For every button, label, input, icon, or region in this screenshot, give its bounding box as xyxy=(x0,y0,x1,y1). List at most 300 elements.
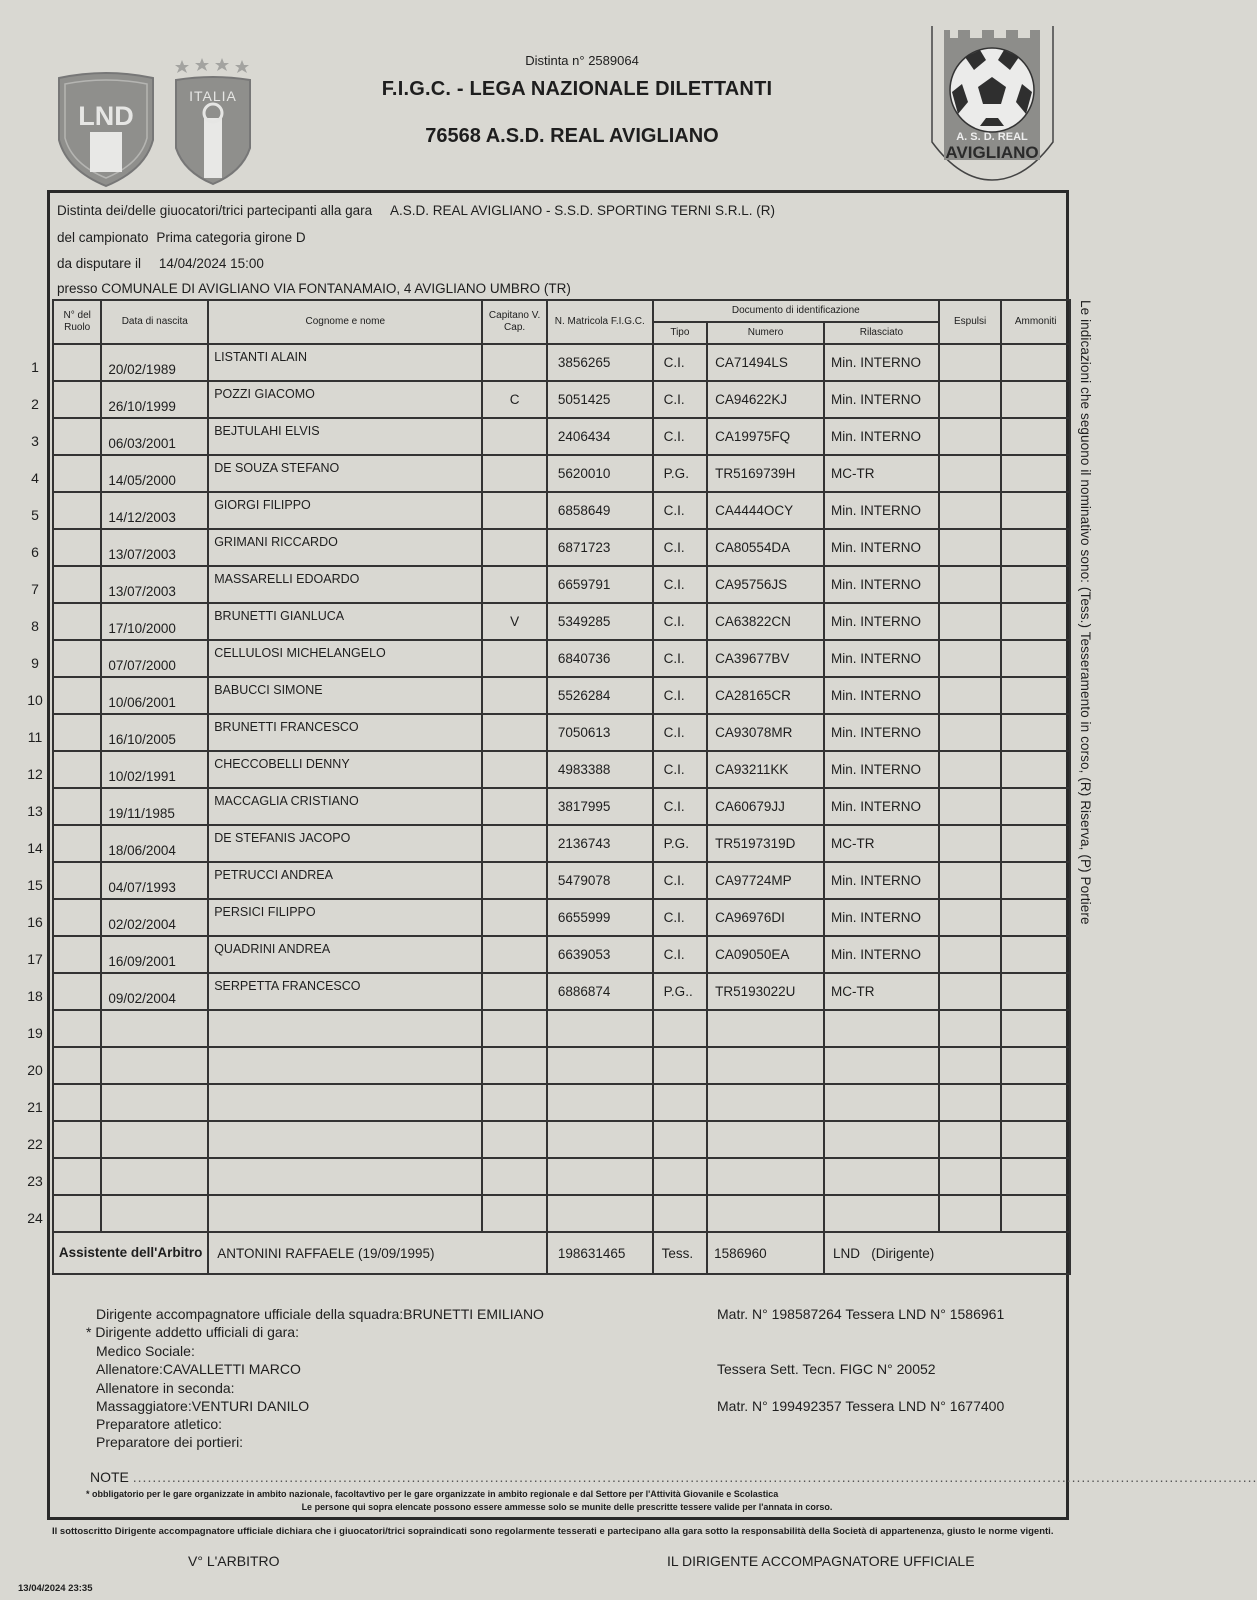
cell-ruolo xyxy=(53,973,101,1010)
cell-capitano xyxy=(482,677,547,714)
cell-capitano xyxy=(482,1158,547,1195)
player-row xyxy=(53,492,1070,529)
cell-nascita: 14/12/2003 xyxy=(101,492,208,529)
cell-espulsi xyxy=(939,714,1001,751)
cell-nascita: 16/09/2001 xyxy=(101,936,208,973)
player-row xyxy=(53,751,1070,788)
player-row xyxy=(53,1047,1070,1084)
gara-value: A.S.D. REAL AVIGLIANO - S.S.D. SPORTING TERNI S.R.L. (R) xyxy=(389,203,776,218)
cell-numero: CA95756JS xyxy=(707,566,824,603)
cell-matricola xyxy=(547,1084,653,1121)
cell-nome xyxy=(208,1047,482,1084)
row-number: 16 xyxy=(27,914,43,930)
cell-capitano xyxy=(482,1121,547,1158)
row-number: 6 xyxy=(31,544,39,560)
header-ammoniti: Ammoniti xyxy=(1001,300,1070,344)
cell-matricola: 5051425 xyxy=(547,381,653,418)
cell-espulsi xyxy=(939,344,1001,381)
player-row xyxy=(53,973,1070,1010)
signature-dirigente: IL DIRIGENTE ACCOMPAGNATORE UFFICIALE xyxy=(667,1553,975,1569)
assistente-numero: 1586960 xyxy=(707,1232,824,1274)
cell-numero: TR5169739H xyxy=(707,455,824,492)
cell-matricola: 4983388 xyxy=(547,751,653,788)
cell-nascita: 18/06/2004 xyxy=(101,825,208,862)
cell-tipo: P.G. xyxy=(653,455,707,492)
cell-nascita xyxy=(101,1010,208,1047)
cell-nome: PERSICI FILIPPO xyxy=(208,899,482,936)
cell-nome xyxy=(208,1158,482,1195)
cell-nome xyxy=(208,1010,482,1047)
cell-numero: CA4444OCY xyxy=(707,492,824,529)
cell-espulsi xyxy=(939,973,1001,1010)
cell-capitano xyxy=(482,825,547,862)
cell-numero: TR5193022U xyxy=(707,973,824,1010)
cell-espulsi xyxy=(939,788,1001,825)
cell-matricola: 5349285 xyxy=(547,603,653,640)
cell-matricola xyxy=(547,1195,653,1232)
cell-ruolo xyxy=(53,455,101,492)
row-number: 8 xyxy=(31,618,39,634)
cell-ruolo xyxy=(53,1158,101,1195)
presso-value: COMUNALE DI AVIGLIANO VIA FONTANAMAIO, 4 AVIGLIANO UMBRO (TR) xyxy=(101,281,571,296)
cell-espulsi xyxy=(939,1121,1001,1158)
cell-rilasciato xyxy=(824,1047,939,1084)
note-line: NOTE ...................................................................................................................................................................................................................................... xyxy=(90,1469,1257,1485)
assistente-label: Assistente dell'Arbitro xyxy=(53,1232,208,1274)
header-matricola: N. Matricola F.I.G.C. xyxy=(547,300,653,344)
staff-dirigente-matricola: Matr. N° 198587264 Tessera LND N° 1586961 xyxy=(717,1306,1005,1322)
header-nome: Cognome e nome xyxy=(208,300,482,344)
cell-matricola: 6858649 xyxy=(547,492,653,529)
player-row xyxy=(53,1084,1070,1121)
cell-nascita: 06/03/2001 xyxy=(101,418,208,455)
signature-arbitro: V° L'ARBITRO xyxy=(188,1553,280,1569)
cell-espulsi xyxy=(939,566,1001,603)
cell-rilasciato: Min. INTERNO xyxy=(824,677,939,714)
cell-tipo: C.I. xyxy=(653,640,707,677)
cell-ammoniti xyxy=(1001,973,1070,1010)
cell-numero: CA93078MR xyxy=(707,714,824,751)
cell-nascita: 26/10/1999 xyxy=(101,381,208,418)
cell-matricola: 7050613 xyxy=(547,714,653,751)
players-table xyxy=(52,299,1071,1275)
header-numero: Numero xyxy=(707,322,824,344)
staff-preparatore-portieri: Preparatore dei portieri: xyxy=(96,1434,244,1450)
cell-rilasciato: Min. INTERNO xyxy=(824,862,939,899)
cell-rilasciato: Min. INTERNO xyxy=(824,899,939,936)
cell-capitano xyxy=(482,751,547,788)
cell-ruolo xyxy=(53,603,101,640)
cell-ruolo xyxy=(53,714,101,751)
cell-rilasciato: Min. INTERNO xyxy=(824,381,939,418)
cell-espulsi xyxy=(939,936,1001,973)
cell-matricola: 3856265 xyxy=(547,344,653,381)
cell-tipo: C.I. xyxy=(653,862,707,899)
cell-rilasciato: Min. INTERNO xyxy=(824,788,939,825)
campionato-value: Prima categoria girone D xyxy=(156,230,306,245)
header-espulsi: Espulsi xyxy=(939,300,1001,344)
cell-numero: CA93211KK xyxy=(707,751,824,788)
cell-ruolo xyxy=(53,825,101,862)
cell-matricola xyxy=(547,1047,653,1084)
cell-tipo: C.I. xyxy=(653,492,707,529)
cell-ammoniti xyxy=(1001,418,1070,455)
player-row xyxy=(53,862,1070,899)
cell-rilasciato: MC-TR xyxy=(824,973,939,1010)
player-row xyxy=(53,455,1070,492)
row-number: 5 xyxy=(31,507,39,523)
cell-tipo: C.I. xyxy=(653,381,707,418)
cell-ammoniti xyxy=(1001,1047,1070,1084)
cell-tipo: C.I. xyxy=(653,714,707,751)
cell-rilasciato: Min. INTERNO xyxy=(824,492,939,529)
cell-ammoniti xyxy=(1001,825,1070,862)
player-row xyxy=(53,936,1070,973)
cell-tipo xyxy=(653,1010,707,1047)
cell-rilasciato: MC-TR xyxy=(824,825,939,862)
cell-nome: DE STEFANIS JACOPO xyxy=(208,825,482,862)
cell-tipo: C.I. xyxy=(653,788,707,825)
cell-nascita xyxy=(101,1195,208,1232)
header-documento: Documento di identificazione xyxy=(653,300,939,322)
cell-espulsi xyxy=(939,640,1001,677)
cell-nome: LISTANTI ALAIN xyxy=(208,344,482,381)
cell-numero: CA96976DI xyxy=(707,899,824,936)
note-obbligatorio: * obbligatorio per le gare organizzate in ambito nazionale, facoltavtivo per le gare organizzate in ambito regionale e dal Settore per l'Attività Giovanile e Scolastica xyxy=(86,1489,779,1499)
player-row xyxy=(53,1158,1070,1195)
cell-nome: DE SOUZA STEFANO xyxy=(208,455,482,492)
cell-tipo xyxy=(653,1047,707,1084)
cell-numero: CA94622KJ xyxy=(707,381,824,418)
assistente-row xyxy=(53,1232,1070,1274)
cell-capitano xyxy=(482,492,547,529)
cell-nome: SERPETTA FRANCESCO xyxy=(208,973,482,1010)
cell-espulsi xyxy=(939,603,1001,640)
header-rilasciato: Rilasciato xyxy=(824,322,939,344)
staff-medico: Medico Sociale: xyxy=(96,1343,195,1359)
cell-tipo: C.I. xyxy=(653,529,707,566)
row-number: 24 xyxy=(27,1210,43,1226)
info-presso xyxy=(57,281,571,296)
cell-nascita: 07/07/2000 xyxy=(101,640,208,677)
cell-capitano xyxy=(482,640,547,677)
info-gara xyxy=(57,203,775,218)
row-number: 1 xyxy=(31,359,39,375)
cell-ammoniti xyxy=(1001,936,1070,973)
gara-label: Distinta dei/delle giuocatori/trici partecipanti alla gara xyxy=(57,203,373,218)
cell-capitano: C xyxy=(482,381,547,418)
cell-matricola: 6655999 xyxy=(547,899,653,936)
cell-rilasciato: Min. INTERNO xyxy=(824,344,939,381)
cell-tipo: C.I. xyxy=(653,344,707,381)
cell-rilasciato: MC-TR xyxy=(824,455,939,492)
lnd-logo-text: LND xyxy=(78,101,134,131)
player-row xyxy=(53,381,1070,418)
club-logo-line2: AVIGLIANO xyxy=(945,143,1039,162)
cell-espulsi xyxy=(939,677,1001,714)
cell-nascita xyxy=(101,1121,208,1158)
staff-addetto: * Dirigente addetto ufficiali di gara: xyxy=(86,1324,299,1340)
data-value: 14/04/2024 15:00 xyxy=(158,256,264,271)
cell-tipo: C.I. xyxy=(653,418,707,455)
cell-numero xyxy=(707,1010,824,1047)
cell-matricola: 2136743 xyxy=(547,825,653,862)
player-row xyxy=(53,899,1070,936)
note-label: NOTE xyxy=(90,1469,129,1485)
cell-nome: BABUCCI SIMONE xyxy=(208,677,482,714)
cell-nome xyxy=(208,1195,482,1232)
cell-rilasciato: Min. INTERNO xyxy=(824,714,939,751)
cell-rilasciato: Min. INTERNO xyxy=(824,751,939,788)
cell-nascita: 13/07/2003 xyxy=(101,529,208,566)
cell-espulsi xyxy=(939,529,1001,566)
row-number: 17 xyxy=(27,951,43,967)
cell-numero xyxy=(707,1195,824,1232)
cell-nascita: 17/10/2000 xyxy=(101,603,208,640)
cell-rilasciato xyxy=(824,1121,939,1158)
cell-rilasciato xyxy=(824,1195,939,1232)
player-row xyxy=(53,1195,1070,1232)
info-campionato xyxy=(57,230,306,245)
players-table-body xyxy=(53,344,1070,1232)
player-row xyxy=(53,418,1070,455)
cell-numero: CA60679JJ xyxy=(707,788,824,825)
cell-matricola: 6886874 xyxy=(547,973,653,1010)
cell-ruolo xyxy=(53,492,101,529)
cell-nascita: 14/05/2000 xyxy=(101,455,208,492)
cell-espulsi xyxy=(939,492,1001,529)
cell-capitano xyxy=(482,788,547,825)
row-number: 13 xyxy=(27,803,43,819)
cell-rilasciato: Min. INTERNO xyxy=(824,936,939,973)
cell-nome: QUADRINI ANDREA xyxy=(208,936,482,973)
cell-ammoniti xyxy=(1001,566,1070,603)
cell-ammoniti xyxy=(1001,751,1070,788)
cell-ammoniti xyxy=(1001,344,1070,381)
cell-ammoniti xyxy=(1001,381,1070,418)
data-label: da disputare il xyxy=(57,256,142,271)
cell-nome: MASSARELLI EDOARDO xyxy=(208,566,482,603)
cell-ruolo xyxy=(53,344,101,381)
cell-capitano xyxy=(482,862,547,899)
cell-rilasciato: Min. INTERNO xyxy=(824,640,939,677)
cell-espulsi xyxy=(939,1084,1001,1121)
player-row xyxy=(53,1121,1070,1158)
header-capitano: Capitano V. Cap. xyxy=(482,300,547,344)
cell-rilasciato xyxy=(824,1084,939,1121)
cell-matricola: 6659791 xyxy=(547,566,653,603)
cell-matricola: 6840736 xyxy=(547,640,653,677)
cell-ammoniti xyxy=(1001,862,1070,899)
cell-ruolo xyxy=(53,640,101,677)
cell-nome: CHECCOBELLI DENNY xyxy=(208,751,482,788)
player-row xyxy=(53,640,1070,677)
cell-espulsi xyxy=(939,1010,1001,1047)
cell-rilasciato: Min. INTERNO xyxy=(824,529,939,566)
cell-capitano: V xyxy=(482,603,547,640)
cell-capitano xyxy=(482,418,547,455)
cell-tipo: P.G. xyxy=(653,825,707,862)
cell-espulsi xyxy=(939,862,1001,899)
cell-tipo xyxy=(653,1195,707,1232)
cell-numero: CA19975FQ xyxy=(707,418,824,455)
cell-ruolo xyxy=(53,677,101,714)
cell-capitano xyxy=(482,714,547,751)
cell-matricola xyxy=(547,1121,653,1158)
cell-capitano xyxy=(482,936,547,973)
assistente-rilasciato: LND (Dirigente) xyxy=(824,1232,1070,1274)
row-number: 14 xyxy=(27,840,43,856)
cell-rilasciato xyxy=(824,1158,939,1195)
cell-ammoniti xyxy=(1001,1010,1070,1047)
cell-espulsi xyxy=(939,418,1001,455)
cell-ammoniti xyxy=(1001,677,1070,714)
cell-espulsi xyxy=(939,1047,1001,1084)
cell-nome: MACCAGLIA CRISTIANO xyxy=(208,788,482,825)
row-number: 11 xyxy=(27,729,43,745)
cell-nome: BRUNETTI GIANLUCA xyxy=(208,603,482,640)
cell-ammoniti xyxy=(1001,1084,1070,1121)
player-row xyxy=(53,825,1070,862)
cell-tipo xyxy=(653,1084,707,1121)
cell-ruolo xyxy=(53,862,101,899)
cell-nascita xyxy=(101,1084,208,1121)
cell-numero: CA71494LS xyxy=(707,344,824,381)
cell-ruolo xyxy=(53,1084,101,1121)
cell-tipo xyxy=(653,1158,707,1195)
cell-numero: CA09050EA xyxy=(707,936,824,973)
row-number: 18 xyxy=(27,988,43,1004)
staff-allenatore-tessera: Tessera Sett. Tecn. FIGC N° 20052 xyxy=(717,1361,936,1377)
cell-nome: BRUNETTI FRANCESCO xyxy=(208,714,482,751)
cell-numero xyxy=(707,1084,824,1121)
cell-nascita: 10/02/1991 xyxy=(101,751,208,788)
row-number: 2 xyxy=(31,396,39,412)
row-number: 3 xyxy=(31,433,39,449)
cell-ammoniti xyxy=(1001,603,1070,640)
player-row xyxy=(53,677,1070,714)
cell-ammoniti xyxy=(1001,788,1070,825)
cell-numero: CA80554DA xyxy=(707,529,824,566)
cell-nome: PETRUCCI ANDREA xyxy=(208,862,482,899)
row-number: 23 xyxy=(27,1173,43,1189)
cell-capitano xyxy=(482,566,547,603)
cell-tipo: C.I. xyxy=(653,566,707,603)
row-number: 19 xyxy=(27,1025,43,1041)
cell-capitano xyxy=(482,1047,547,1084)
row-number: 22 xyxy=(27,1136,43,1152)
cell-ammoniti xyxy=(1001,455,1070,492)
cell-capitano xyxy=(482,344,547,381)
cell-tipo: C.I. xyxy=(653,899,707,936)
cell-ruolo xyxy=(53,936,101,973)
cell-ammoniti xyxy=(1001,714,1070,751)
cell-espulsi xyxy=(939,455,1001,492)
cell-tipo: C.I. xyxy=(653,603,707,640)
cell-numero xyxy=(707,1047,824,1084)
cell-ruolo xyxy=(53,788,101,825)
cell-ammoniti xyxy=(1001,1121,1070,1158)
player-row xyxy=(53,344,1070,381)
cell-numero: TR5197319D xyxy=(707,825,824,862)
cell-nome xyxy=(208,1084,482,1121)
cell-rilasciato xyxy=(824,1010,939,1047)
cell-espulsi xyxy=(939,899,1001,936)
cell-ruolo xyxy=(53,751,101,788)
cell-nome: CELLULOSI MICHELANGELO xyxy=(208,640,482,677)
row-number: 9 xyxy=(31,655,39,671)
cell-numero: CA97724MP xyxy=(707,862,824,899)
assistente-matricola: 198631465 xyxy=(547,1232,653,1274)
note-persone: Le persone qui sopra elencate possono essere ammesse solo se munite delle prescritte tessere valide per l'annata in corso. xyxy=(301,1502,833,1512)
staff-dirigente: Dirigente accompagnatore ufficiale della squadra:BRUNETTI EMILIANO xyxy=(96,1306,544,1322)
cell-nome: POZZI GIACOMO xyxy=(208,381,482,418)
cell-ruolo xyxy=(53,566,101,603)
cell-numero: CA39677BV xyxy=(707,640,824,677)
row-number: 15 xyxy=(27,877,43,893)
cell-capitano xyxy=(482,1010,547,1047)
cell-ruolo xyxy=(53,1010,101,1047)
cell-ammoniti xyxy=(1001,899,1070,936)
staff-allenatore: Allenatore:CAVALLETTI MARCO xyxy=(96,1361,301,1377)
cell-numero: CA63822CN xyxy=(707,603,824,640)
cell-matricola: 5526284 xyxy=(547,677,653,714)
row-number: 7 xyxy=(31,581,39,597)
cell-ammoniti xyxy=(1001,1195,1070,1232)
footer-declaration: Il sottoscritto Dirigente accompagnatore ufficiale dichiara che i giuocatori/trici sopraindicati sono regolarmente tesserati e partecipano alla gara sotto la responsabilità della Società di appartenenza, giusto le norme vigenti. xyxy=(52,1526,1054,1537)
assistente-nome: ANTONINI RAFFAELE (19/09/1995) xyxy=(208,1232,547,1274)
cell-capitano xyxy=(482,1084,547,1121)
cell-ruolo xyxy=(53,899,101,936)
cell-ammoniti xyxy=(1001,492,1070,529)
cell-matricola xyxy=(547,1158,653,1195)
cell-nascita xyxy=(101,1158,208,1195)
document-title: F.I.G.C. - LEGA NAZIONALE DILETTANTI xyxy=(381,78,773,100)
cell-espulsi xyxy=(939,1158,1001,1195)
cell-rilasciato: Min. INTERNO xyxy=(824,566,939,603)
header-nascita: Data di nascita xyxy=(101,300,208,344)
cell-tipo xyxy=(653,1121,707,1158)
cell-nascita: 16/10/2005 xyxy=(101,714,208,751)
player-row xyxy=(53,788,1070,825)
cell-nome: GIORGI FILIPPO xyxy=(208,492,482,529)
assistente-tipo: Tess. xyxy=(653,1232,707,1274)
cell-ammoniti xyxy=(1001,1158,1070,1195)
cell-ruolo xyxy=(53,381,101,418)
row-number: 4 xyxy=(31,470,39,486)
cell-capitano xyxy=(482,973,547,1010)
print-timestamp: 13/04/2024 23:35 xyxy=(18,1583,93,1594)
cell-matricola: 6871723 xyxy=(547,529,653,566)
cell-matricola: 6639053 xyxy=(547,936,653,973)
club-logo-line1: A. S. D. REAL xyxy=(956,131,1028,143)
cell-capitano xyxy=(482,899,547,936)
cell-capitano xyxy=(482,455,547,492)
cell-capitano xyxy=(482,1195,547,1232)
cell-ruolo xyxy=(53,1121,101,1158)
player-row xyxy=(53,566,1070,603)
cell-matricola xyxy=(547,1010,653,1047)
side-legend-note: Le indicazioni che seguono il nominativo sono: (Tess.) Tesseramento in corso, (R) Riserva, (P) Portiere xyxy=(1078,300,1093,925)
row-number: 12 xyxy=(27,766,43,782)
cell-nascita xyxy=(101,1047,208,1084)
cell-numero xyxy=(707,1121,824,1158)
row-number: 21 xyxy=(27,1099,43,1115)
cell-nascita: 02/02/2004 xyxy=(101,899,208,936)
cell-nascita: 10/06/2001 xyxy=(101,677,208,714)
cell-tipo: C.I. xyxy=(653,751,707,788)
cell-nascita: 19/11/1985 xyxy=(101,788,208,825)
